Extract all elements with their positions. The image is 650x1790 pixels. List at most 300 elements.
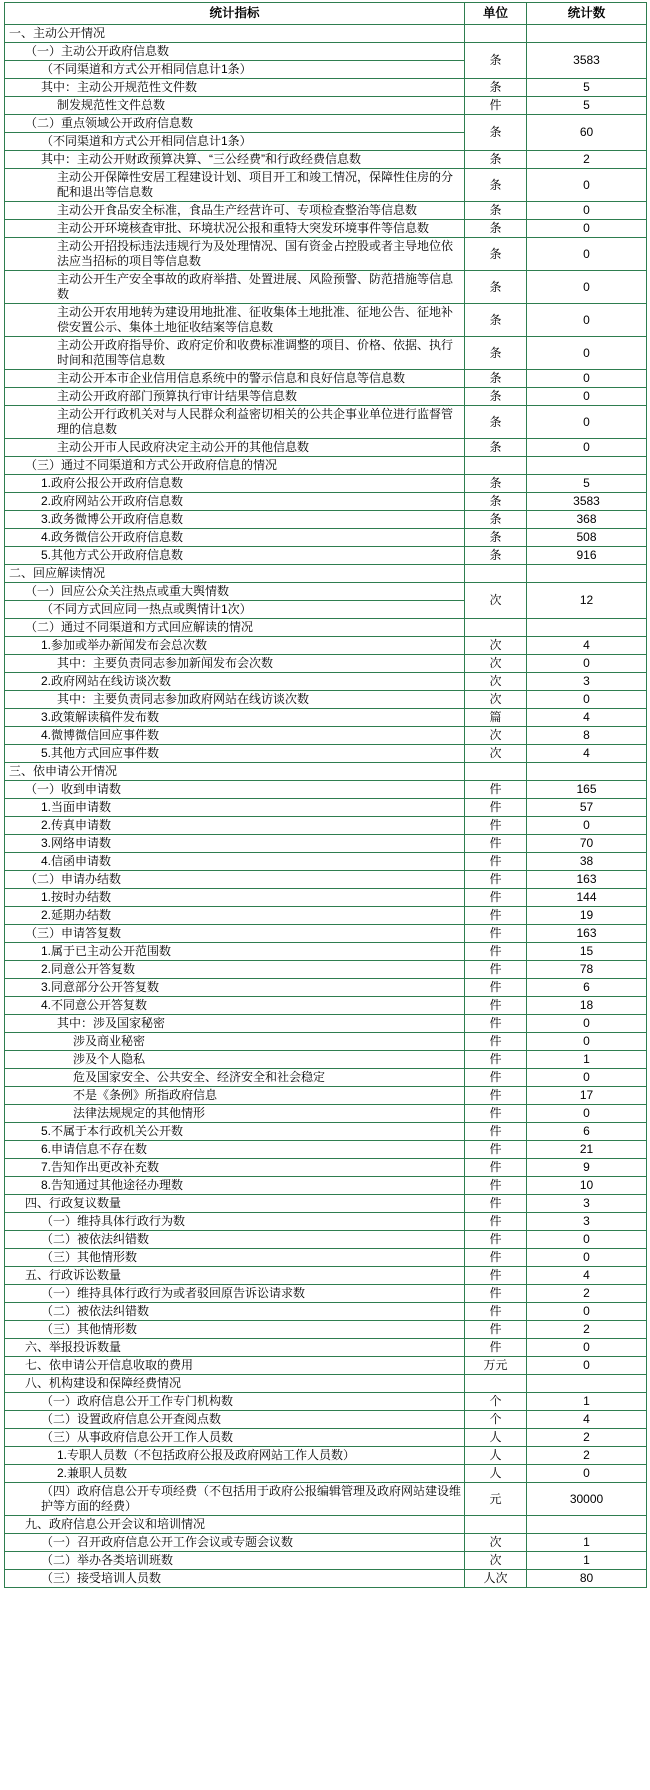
row-unit: 件 [465, 97, 527, 115]
row-indicator: 其中：主动公开规范性文件数 [5, 79, 465, 97]
row-indicator: 主动公开市人民政府决定主动公开的其他信息数 [5, 439, 465, 457]
row-unit: 件 [465, 1015, 527, 1033]
table-row [5, 547, 647, 565]
row-unit: 条 [465, 271, 527, 304]
table-row [5, 583, 647, 601]
table-row [5, 655, 647, 673]
row-count: 57 [527, 799, 647, 817]
row-count: 4 [527, 709, 647, 727]
row-unit: 件 [465, 907, 527, 925]
row-unit: 人 [465, 1429, 527, 1447]
table-row [5, 1051, 647, 1069]
row-indicator: 主动公开政府部门预算执行审计结果等信息数 [5, 388, 465, 406]
row-indicator: 1.按时办结数 [5, 889, 465, 907]
row-count [527, 763, 647, 781]
row-count: 38 [527, 853, 647, 871]
row-indicator: 一、主动公开情况 [5, 25, 465, 43]
row-count: 0 [527, 202, 647, 220]
table-row [5, 781, 647, 799]
row-indicator: （不同渠道和方式公开相同信息计1条） [5, 133, 465, 151]
row-unit: 件 [465, 979, 527, 997]
table-row [5, 1303, 647, 1321]
table-row [5, 1393, 647, 1411]
row-indicator: （二）举办各类培训班数 [5, 1552, 465, 1570]
table-row [5, 979, 647, 997]
row-count: 8 [527, 727, 647, 745]
row-unit [465, 619, 527, 637]
government-information-disclosure-statistics-table [4, 2, 647, 1588]
table-row [5, 1375, 647, 1393]
row-unit: 条 [465, 529, 527, 547]
row-count: 2 [527, 1447, 647, 1465]
row-unit: 条 [465, 115, 527, 151]
row-unit: 件 [465, 1105, 527, 1123]
row-count: 17 [527, 1087, 647, 1105]
row-indicator: 二、回应解读情况 [5, 565, 465, 583]
row-unit: 次 [465, 583, 527, 619]
row-indicator: （二）设置政府信息公开查阅点数 [5, 1411, 465, 1429]
table-row [5, 907, 647, 925]
row-count: 3 [527, 673, 647, 691]
row-indicator: （四）政府信息公开专项经费（不包括用于政府公报编辑管理及政府网站建设维护等方面的经费） [5, 1483, 465, 1516]
row-unit: 人 [465, 1465, 527, 1483]
table-row [5, 1123, 647, 1141]
table-row [5, 151, 647, 169]
row-count [527, 1375, 647, 1393]
row-unit: 件 [465, 1069, 527, 1087]
row-indicator: 1.专职人员数（不包括政府公报及政府网站工作人员数） [5, 1447, 465, 1465]
row-count [527, 457, 647, 475]
row-count: 916 [527, 547, 647, 565]
row-indicator: （三）从事政府信息公开工作人员数 [5, 1429, 465, 1447]
table-row [5, 1357, 647, 1375]
row-indicator: 3.同意部分公开答复数 [5, 979, 465, 997]
row-unit: 条 [465, 43, 527, 79]
row-count: 2 [527, 1429, 647, 1447]
row-unit: 件 [465, 1231, 527, 1249]
row-count: 18 [527, 997, 647, 1015]
row-unit: 人 [465, 1447, 527, 1465]
row-count: 163 [527, 871, 647, 889]
row-unit: 条 [465, 439, 527, 457]
row-indicator: 其中：涉及国家秘密 [5, 1015, 465, 1033]
row-count: 70 [527, 835, 647, 853]
row-unit: 条 [465, 220, 527, 238]
table-row [5, 709, 647, 727]
row-indicator: 8.告知通过其他途径办理数 [5, 1177, 465, 1195]
row-unit [465, 565, 527, 583]
row-unit: 条 [465, 475, 527, 493]
row-unit: 件 [465, 1033, 527, 1051]
row-indicator: 六、举报投诉数量 [5, 1339, 465, 1357]
row-count: 0 [527, 1465, 647, 1483]
table-row [5, 691, 647, 709]
table-row [5, 961, 647, 979]
row-unit: 条 [465, 337, 527, 370]
row-indicator: 四、行政复议数量 [5, 1195, 465, 1213]
row-indicator: 主动公开本市企业信用信息系统中的警示信息和良好信息等信息数 [5, 370, 465, 388]
row-indicator: 5.其他方式公开政府信息数 [5, 547, 465, 565]
row-unit: 篇 [465, 709, 527, 727]
header-indicator: 统计指标 [5, 3, 465, 25]
table-row [5, 997, 647, 1015]
row-count: 1 [527, 1051, 647, 1069]
row-count: 4 [527, 637, 647, 655]
table-row [5, 370, 647, 388]
table-row [5, 1213, 647, 1231]
table-row [5, 493, 647, 511]
table-row [5, 1534, 647, 1552]
row-count: 0 [527, 370, 647, 388]
row-unit: 次 [465, 1552, 527, 1570]
row-indicator: （一）维持具体行政行为或者驳回原告诉讼请求数 [5, 1285, 465, 1303]
row-indicator: 4.不同意公开答复数 [5, 997, 465, 1015]
table-row [5, 1159, 647, 1177]
row-indicator: 1.属于已主动公开范围数 [5, 943, 465, 961]
row-unit: 件 [465, 1267, 527, 1285]
table-row [5, 1141, 647, 1159]
row-indicator: 2.政府网站公开政府信息数 [5, 493, 465, 511]
row-indicator: 2.传真申请数 [5, 817, 465, 835]
row-unit: 件 [465, 889, 527, 907]
table-row [5, 1465, 647, 1483]
table-row [5, 25, 647, 43]
row-unit: 件 [465, 1285, 527, 1303]
row-indicator: 七、依申请公开信息收取的费用 [5, 1357, 465, 1375]
row-count: 0 [527, 1105, 647, 1123]
table-row [5, 727, 647, 745]
table-row [5, 304, 647, 337]
table-row [5, 271, 647, 304]
table-row [5, 763, 647, 781]
row-count: 1 [527, 1534, 647, 1552]
row-indicator: 5.不属于本行政机关公开数 [5, 1123, 465, 1141]
row-indicator: 3.网络申请数 [5, 835, 465, 853]
row-unit: 件 [465, 961, 527, 979]
table-row [5, 406, 647, 439]
row-count: 30000 [527, 1483, 647, 1516]
row-indicator: 4.信函申请数 [5, 853, 465, 871]
row-unit: 件 [465, 1177, 527, 1195]
row-count: 1 [527, 1393, 647, 1411]
row-unit [465, 25, 527, 43]
row-unit: 个 [465, 1411, 527, 1429]
row-count: 78 [527, 961, 647, 979]
table-header [5, 3, 647, 25]
row-indicator: 法律法规规定的其他情形 [5, 1105, 465, 1123]
row-indicator: 主动公开生产安全事故的政府举措、处置进展、风险预警、防范措施等信息数 [5, 271, 465, 304]
row-unit: 件 [465, 1141, 527, 1159]
table-row [5, 1087, 647, 1105]
header-count: 统计数 [527, 3, 647, 25]
table-row [5, 1285, 647, 1303]
table-row [5, 337, 647, 370]
row-indicator: （三）通过不同渠道和方式公开政府信息的情况 [5, 457, 465, 475]
row-unit: 次 [465, 655, 527, 673]
row-count: 5 [527, 97, 647, 115]
row-unit: 件 [465, 1303, 527, 1321]
row-indicator: 1.参加或举办新闻发布会总次数 [5, 637, 465, 655]
row-indicator: （一）主动公开政府信息数 [5, 43, 465, 61]
row-indicator: 制发规范性文件总数 [5, 97, 465, 115]
row-count [527, 1516, 647, 1534]
row-indicator: （不同方式回应同一热点或舆情计1次） [5, 601, 465, 619]
row-indicator: （二）通过不同渠道和方式回应解读的情况 [5, 619, 465, 637]
row-unit: 次 [465, 745, 527, 763]
row-indicator: （二）重点领域公开政府信息数 [5, 115, 465, 133]
table-row [5, 1570, 647, 1588]
row-count: 0 [527, 304, 647, 337]
row-unit: 件 [465, 1087, 527, 1105]
row-unit: 件 [465, 1051, 527, 1069]
row-indicator: （一）维持具体行政行为数 [5, 1213, 465, 1231]
row-count: 2 [527, 1321, 647, 1339]
row-unit: 条 [465, 304, 527, 337]
row-count: 21 [527, 1141, 647, 1159]
table-row [5, 1249, 647, 1267]
row-indicator: 三、依申请公开情况 [5, 763, 465, 781]
table-row [5, 511, 647, 529]
table-row [5, 943, 647, 961]
row-unit: 件 [465, 781, 527, 799]
row-count: 508 [527, 529, 647, 547]
row-unit: 件 [465, 1159, 527, 1177]
row-count: 0 [527, 1249, 647, 1267]
row-unit: 条 [465, 388, 527, 406]
row-count: 368 [527, 511, 647, 529]
table-row [5, 388, 647, 406]
row-unit: 件 [465, 799, 527, 817]
row-indicator: 涉及商业秘密 [5, 1033, 465, 1051]
table-row [5, 457, 647, 475]
row-unit: 条 [465, 547, 527, 565]
table-row [5, 1447, 647, 1465]
row-count: 0 [527, 271, 647, 304]
row-count: 19 [527, 907, 647, 925]
row-count: 1 [527, 1552, 647, 1570]
row-count: 60 [527, 115, 647, 151]
table-row [5, 1552, 647, 1570]
row-indicator: 其中：主要负责同志参加新闻发布会次数 [5, 655, 465, 673]
row-indicator: （一）政府信息公开工作专门机构数 [5, 1393, 465, 1411]
table-row [5, 529, 647, 547]
row-count: 0 [527, 1033, 647, 1051]
table-row [5, 1231, 647, 1249]
row-count [527, 565, 647, 583]
row-count: 9 [527, 1159, 647, 1177]
row-unit: 件 [465, 1213, 527, 1231]
row-count [527, 619, 647, 637]
table-row [5, 439, 647, 457]
row-count: 6 [527, 979, 647, 997]
row-count: 0 [527, 220, 647, 238]
row-indicator: 主动公开农用地转为建设用地批准、征收集体土地批准、征地公告、征地补偿安置公示、集体土地征收结案等信息数 [5, 304, 465, 337]
row-unit [465, 1516, 527, 1534]
table-row [5, 1033, 647, 1051]
row-count: 0 [527, 1303, 647, 1321]
table-row [5, 637, 647, 655]
row-unit: 件 [465, 1321, 527, 1339]
table-row [5, 1483, 647, 1516]
table-row [5, 1429, 647, 1447]
row-unit: 件 [465, 1123, 527, 1141]
row-indicator: 3.政务微博公开政府信息数 [5, 511, 465, 529]
row-indicator: 6.申请信息不存在数 [5, 1141, 465, 1159]
table-row [5, 835, 647, 853]
row-indicator: 主动公开行政机关对与人民群众利益密切相关的公共企事业单位进行监督管理的信息数 [5, 406, 465, 439]
row-unit: 件 [465, 1195, 527, 1213]
row-unit: 条 [465, 238, 527, 271]
row-indicator: （二）被依法纠错数 [5, 1231, 465, 1249]
table-row [5, 79, 647, 97]
table-row [5, 1015, 647, 1033]
row-count: 0 [527, 406, 647, 439]
table-row [5, 1339, 647, 1357]
row-indicator: 2.政府网站在线访谈次数 [5, 673, 465, 691]
row-count: 2 [527, 1285, 647, 1303]
row-indicator: （一）收到申请数 [5, 781, 465, 799]
row-count: 0 [527, 337, 647, 370]
table-row [5, 565, 647, 583]
table-row [5, 238, 647, 271]
row-count: 165 [527, 781, 647, 799]
row-count: 4 [527, 1411, 647, 1429]
row-count: 0 [527, 169, 647, 202]
row-count: 0 [527, 1339, 647, 1357]
row-unit: 条 [465, 511, 527, 529]
row-unit: 件 [465, 1249, 527, 1267]
row-count: 6 [527, 1123, 647, 1141]
row-indicator: 五、行政诉讼数量 [5, 1267, 465, 1285]
row-count: 80 [527, 1570, 647, 1588]
row-indicator: （不同渠道和方式公开相同信息计1条） [5, 61, 465, 79]
row-unit: 条 [465, 406, 527, 439]
table-row [5, 817, 647, 835]
row-count: 0 [527, 388, 647, 406]
table-row [5, 925, 647, 943]
table-row [5, 853, 647, 871]
row-indicator: （二）被依法纠错数 [5, 1303, 465, 1321]
row-unit: 次 [465, 637, 527, 655]
table-row [5, 220, 647, 238]
row-count: 0 [527, 655, 647, 673]
row-unit: 件 [465, 1339, 527, 1357]
row-unit: 件 [465, 853, 527, 871]
row-indicator: 主动公开保障性安居工程建设计划、项目开工和竣工情况，保障性住房的分配和退出等信息数 [5, 169, 465, 202]
row-indicator: 2.延期办结数 [5, 907, 465, 925]
row-count: 3 [527, 1195, 647, 1213]
row-count: 5 [527, 79, 647, 97]
row-indicator: 主动公开食品安全标准，食品生产经营许可、专项检查整治等信息数 [5, 202, 465, 220]
row-indicator: 不是《条例》所指政府信息 [5, 1087, 465, 1105]
table-row [5, 475, 647, 493]
row-count: 0 [527, 439, 647, 457]
row-indicator: 其中：主要负责同志参加政府网站在线访谈次数 [5, 691, 465, 709]
row-unit [465, 763, 527, 781]
row-unit: 条 [465, 169, 527, 202]
row-unit: 条 [465, 151, 527, 169]
table-row [5, 1069, 647, 1087]
table-row [5, 1516, 647, 1534]
row-count: 0 [527, 817, 647, 835]
row-count: 144 [527, 889, 647, 907]
table-row [5, 889, 647, 907]
row-count: 2 [527, 151, 647, 169]
row-indicator: 1.当面申请数 [5, 799, 465, 817]
row-count: 0 [527, 1015, 647, 1033]
row-indicator: 危及国家安全、公共安全、经济安全和社会稳定 [5, 1069, 465, 1087]
row-unit: 次 [465, 1534, 527, 1552]
row-count: 4 [527, 1267, 647, 1285]
row-unit [465, 1375, 527, 1393]
row-count: 0 [527, 691, 647, 709]
row-indicator: （二）申请办结数 [5, 871, 465, 889]
row-unit: 件 [465, 835, 527, 853]
row-count: 15 [527, 943, 647, 961]
table-row [5, 1105, 647, 1123]
row-unit: 条 [465, 202, 527, 220]
row-indicator: （一）回应公众关注热点或重大舆情数 [5, 583, 465, 601]
row-indicator: 4.微博微信回应事件数 [5, 727, 465, 745]
table-row [5, 871, 647, 889]
row-unit: 万元 [465, 1357, 527, 1375]
row-count: 0 [527, 1357, 647, 1375]
row-unit: 次 [465, 691, 527, 709]
row-indicator: 主动公开环境核查审批、环境状况公报和重特大突发环境事件等信息数 [5, 220, 465, 238]
table-row [5, 43, 647, 61]
row-count: 10 [527, 1177, 647, 1195]
row-indicator: （三）接受培训人员数 [5, 1570, 465, 1588]
row-unit: 个 [465, 1393, 527, 1411]
table-header-row [5, 3, 647, 25]
table-row [5, 799, 647, 817]
row-indicator: 其中：主动公开财政预算决算、“三公经费”和行政经费信息数 [5, 151, 465, 169]
table-row [5, 169, 647, 202]
header-unit: 单位 [465, 3, 527, 25]
row-indicator: 八、机构建设和保障经费情况 [5, 1375, 465, 1393]
table-row [5, 673, 647, 691]
row-indicator: 九、政府信息公开会议和培训情况 [5, 1516, 465, 1534]
table-row [5, 97, 647, 115]
row-count: 163 [527, 925, 647, 943]
row-indicator: 5.其他方式回应事件数 [5, 745, 465, 763]
row-count: 3583 [527, 43, 647, 79]
table-row [5, 619, 647, 637]
row-indicator: （一）召开政府信息公开工作会议或专题会议数 [5, 1534, 465, 1552]
row-unit: 条 [465, 79, 527, 97]
row-count: 0 [527, 1231, 647, 1249]
row-unit: 件 [465, 925, 527, 943]
row-indicator: 主动公开招投标违法违规行为及处理情况、国有资金占控股或者主导地位依法应当招标的项目等信息数 [5, 238, 465, 271]
row-indicator: （三）申请答复数 [5, 925, 465, 943]
row-unit: 条 [465, 370, 527, 388]
row-unit: 人次 [465, 1570, 527, 1588]
row-indicator: 2.兼职人员数 [5, 1465, 465, 1483]
row-unit: 元 [465, 1483, 527, 1516]
row-indicator: 3.政策解读稿件发布数 [5, 709, 465, 727]
row-indicator: 涉及个人隐私 [5, 1051, 465, 1069]
row-unit: 件 [465, 943, 527, 961]
row-indicator: （三）其他情形数 [5, 1249, 465, 1267]
table-row [5, 1177, 647, 1195]
table-row [5, 1321, 647, 1339]
row-count: 4 [527, 745, 647, 763]
row-indicator: 7.告知作出更改补充数 [5, 1159, 465, 1177]
table-row [5, 1267, 647, 1285]
row-indicator: 1.政府公报公开政府信息数 [5, 475, 465, 493]
row-unit [465, 457, 527, 475]
row-count: 0 [527, 238, 647, 271]
